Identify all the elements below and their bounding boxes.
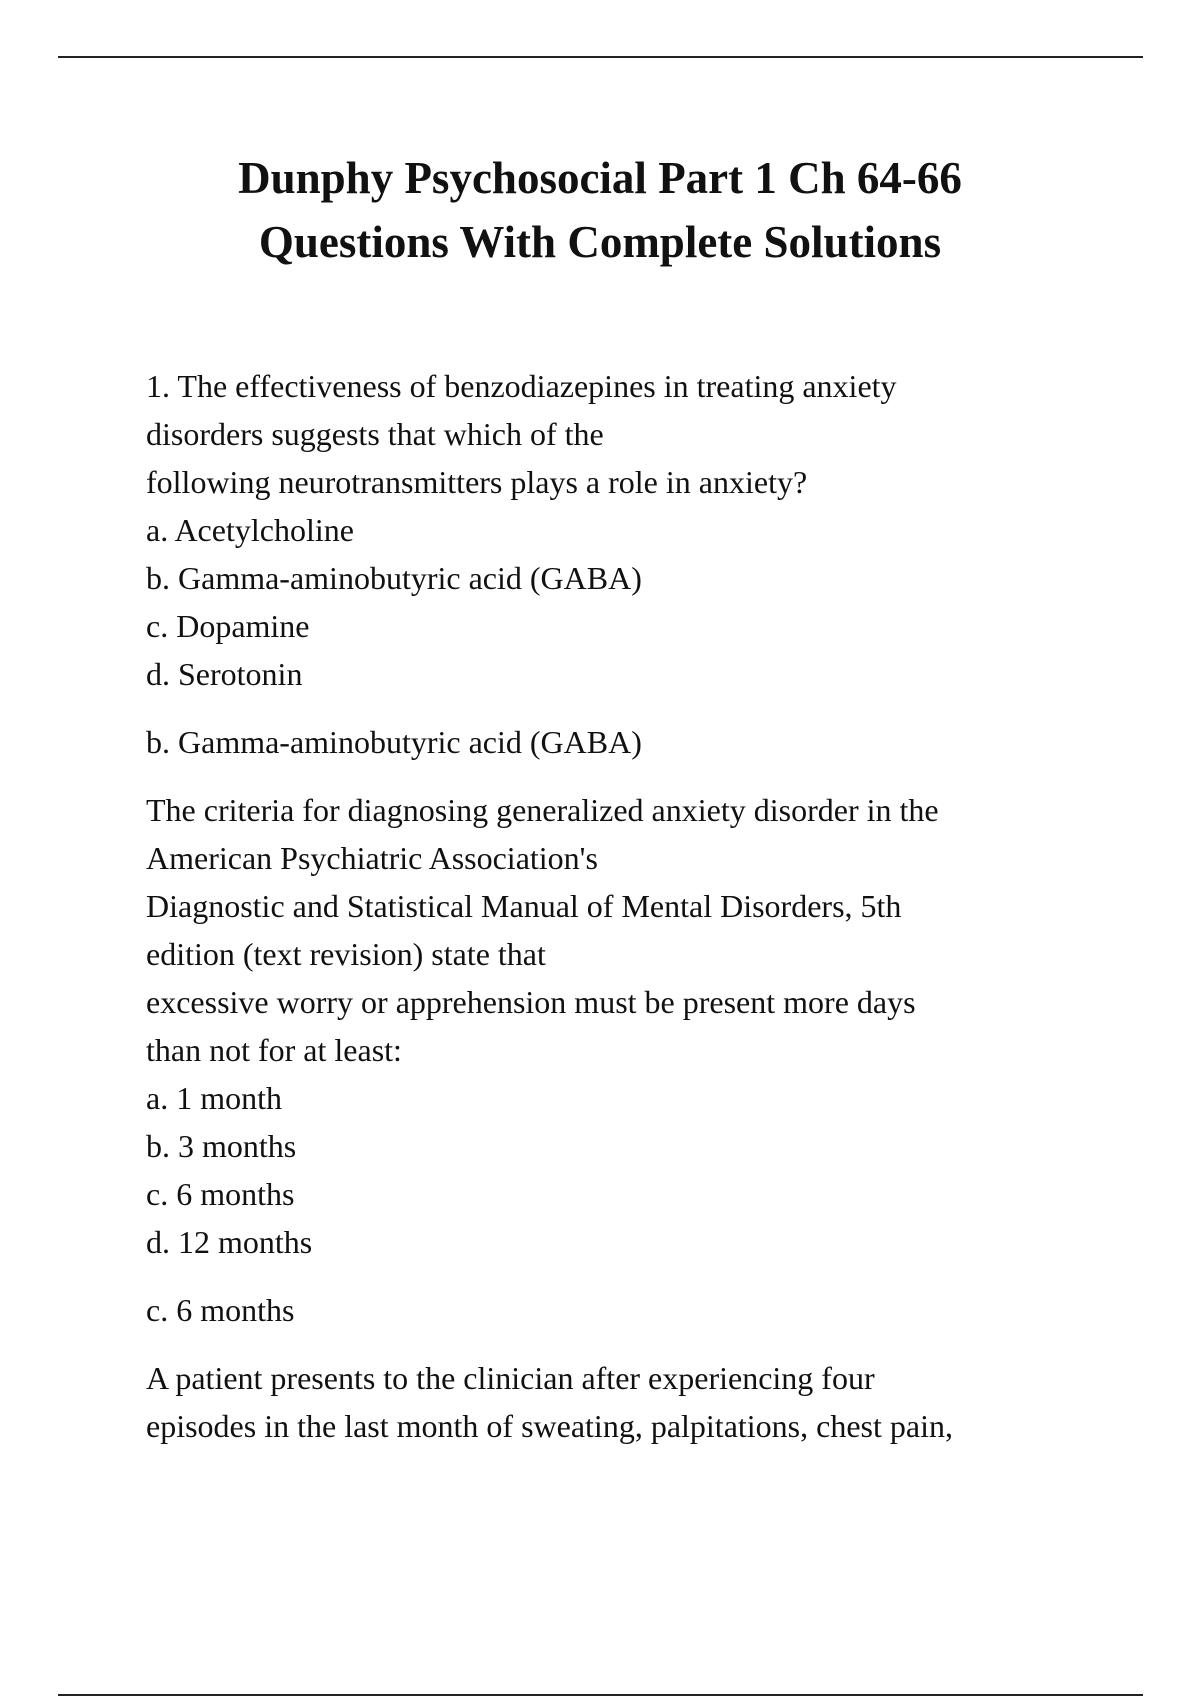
question-2-option-a: a. 1 month (146, 1080, 282, 1116)
top-divider (58, 56, 1143, 58)
question-2 (146, 786, 1106, 1266)
question-1-option-b: b. Gamma-aminobutyric acid (GABA) (146, 560, 642, 596)
title-line: Questions With Complete Solutions (258, 217, 942, 267)
question-1-option-d: d. Serotonin (146, 656, 303, 692)
question-2-prompt: excessive worry or apprehension must be present more days (146, 984, 916, 1020)
question-2-prompt: The criteria for diagnosing generalized anxiety disorder in the (146, 792, 939, 828)
question-3-prompt: A patient presents to the clinician after experiencing four (146, 1360, 875, 1396)
question-1-option-a: a. Acetylcholine (146, 512, 354, 548)
question-1-prompt: following neurotransmitters plays a role in anxiety? (146, 464, 808, 500)
question-1-prompt: disorders suggests that which of the (146, 416, 604, 452)
question-2-option-c: c. 6 months (146, 1176, 295, 1212)
question-2-answer (146, 1286, 1106, 1334)
question-2-option-d: d. 12 months (146, 1224, 313, 1260)
question-1-answer (146, 718, 1106, 766)
bottom-divider (58, 1694, 1143, 1696)
question-2-option-b: b. 3 months (146, 1128, 297, 1164)
question-1 (146, 362, 1106, 698)
answer-text: c. 6 months (146, 1292, 295, 1328)
answer-text: b. Gamma-aminobutyric acid (GABA) (146, 724, 642, 760)
question-2-prompt: Diagnostic and Statistical Manual of Mental Disorders, 5th (146, 888, 902, 924)
question-3 (146, 1354, 1106, 1450)
question-3-prompt: episodes in the last month of sweating, palpitations, chest pain, (146, 1408, 953, 1444)
question-1-prompt: 1. The effectiveness of benzodiazepines in treating anxiety (146, 368, 897, 404)
title-line: Dunphy Psychosocial Part 1 Ch 64-66 (238, 153, 962, 203)
question-2-prompt: than not for at least: (146, 1032, 402, 1068)
question-2-prompt: edition (text revision) state that (146, 936, 546, 972)
question-1-option-c: c. Dopamine (146, 608, 310, 644)
document-body (146, 362, 1106, 1450)
document-title (0, 146, 1200, 274)
question-2-prompt: American Psychiatric Association's (146, 840, 598, 876)
